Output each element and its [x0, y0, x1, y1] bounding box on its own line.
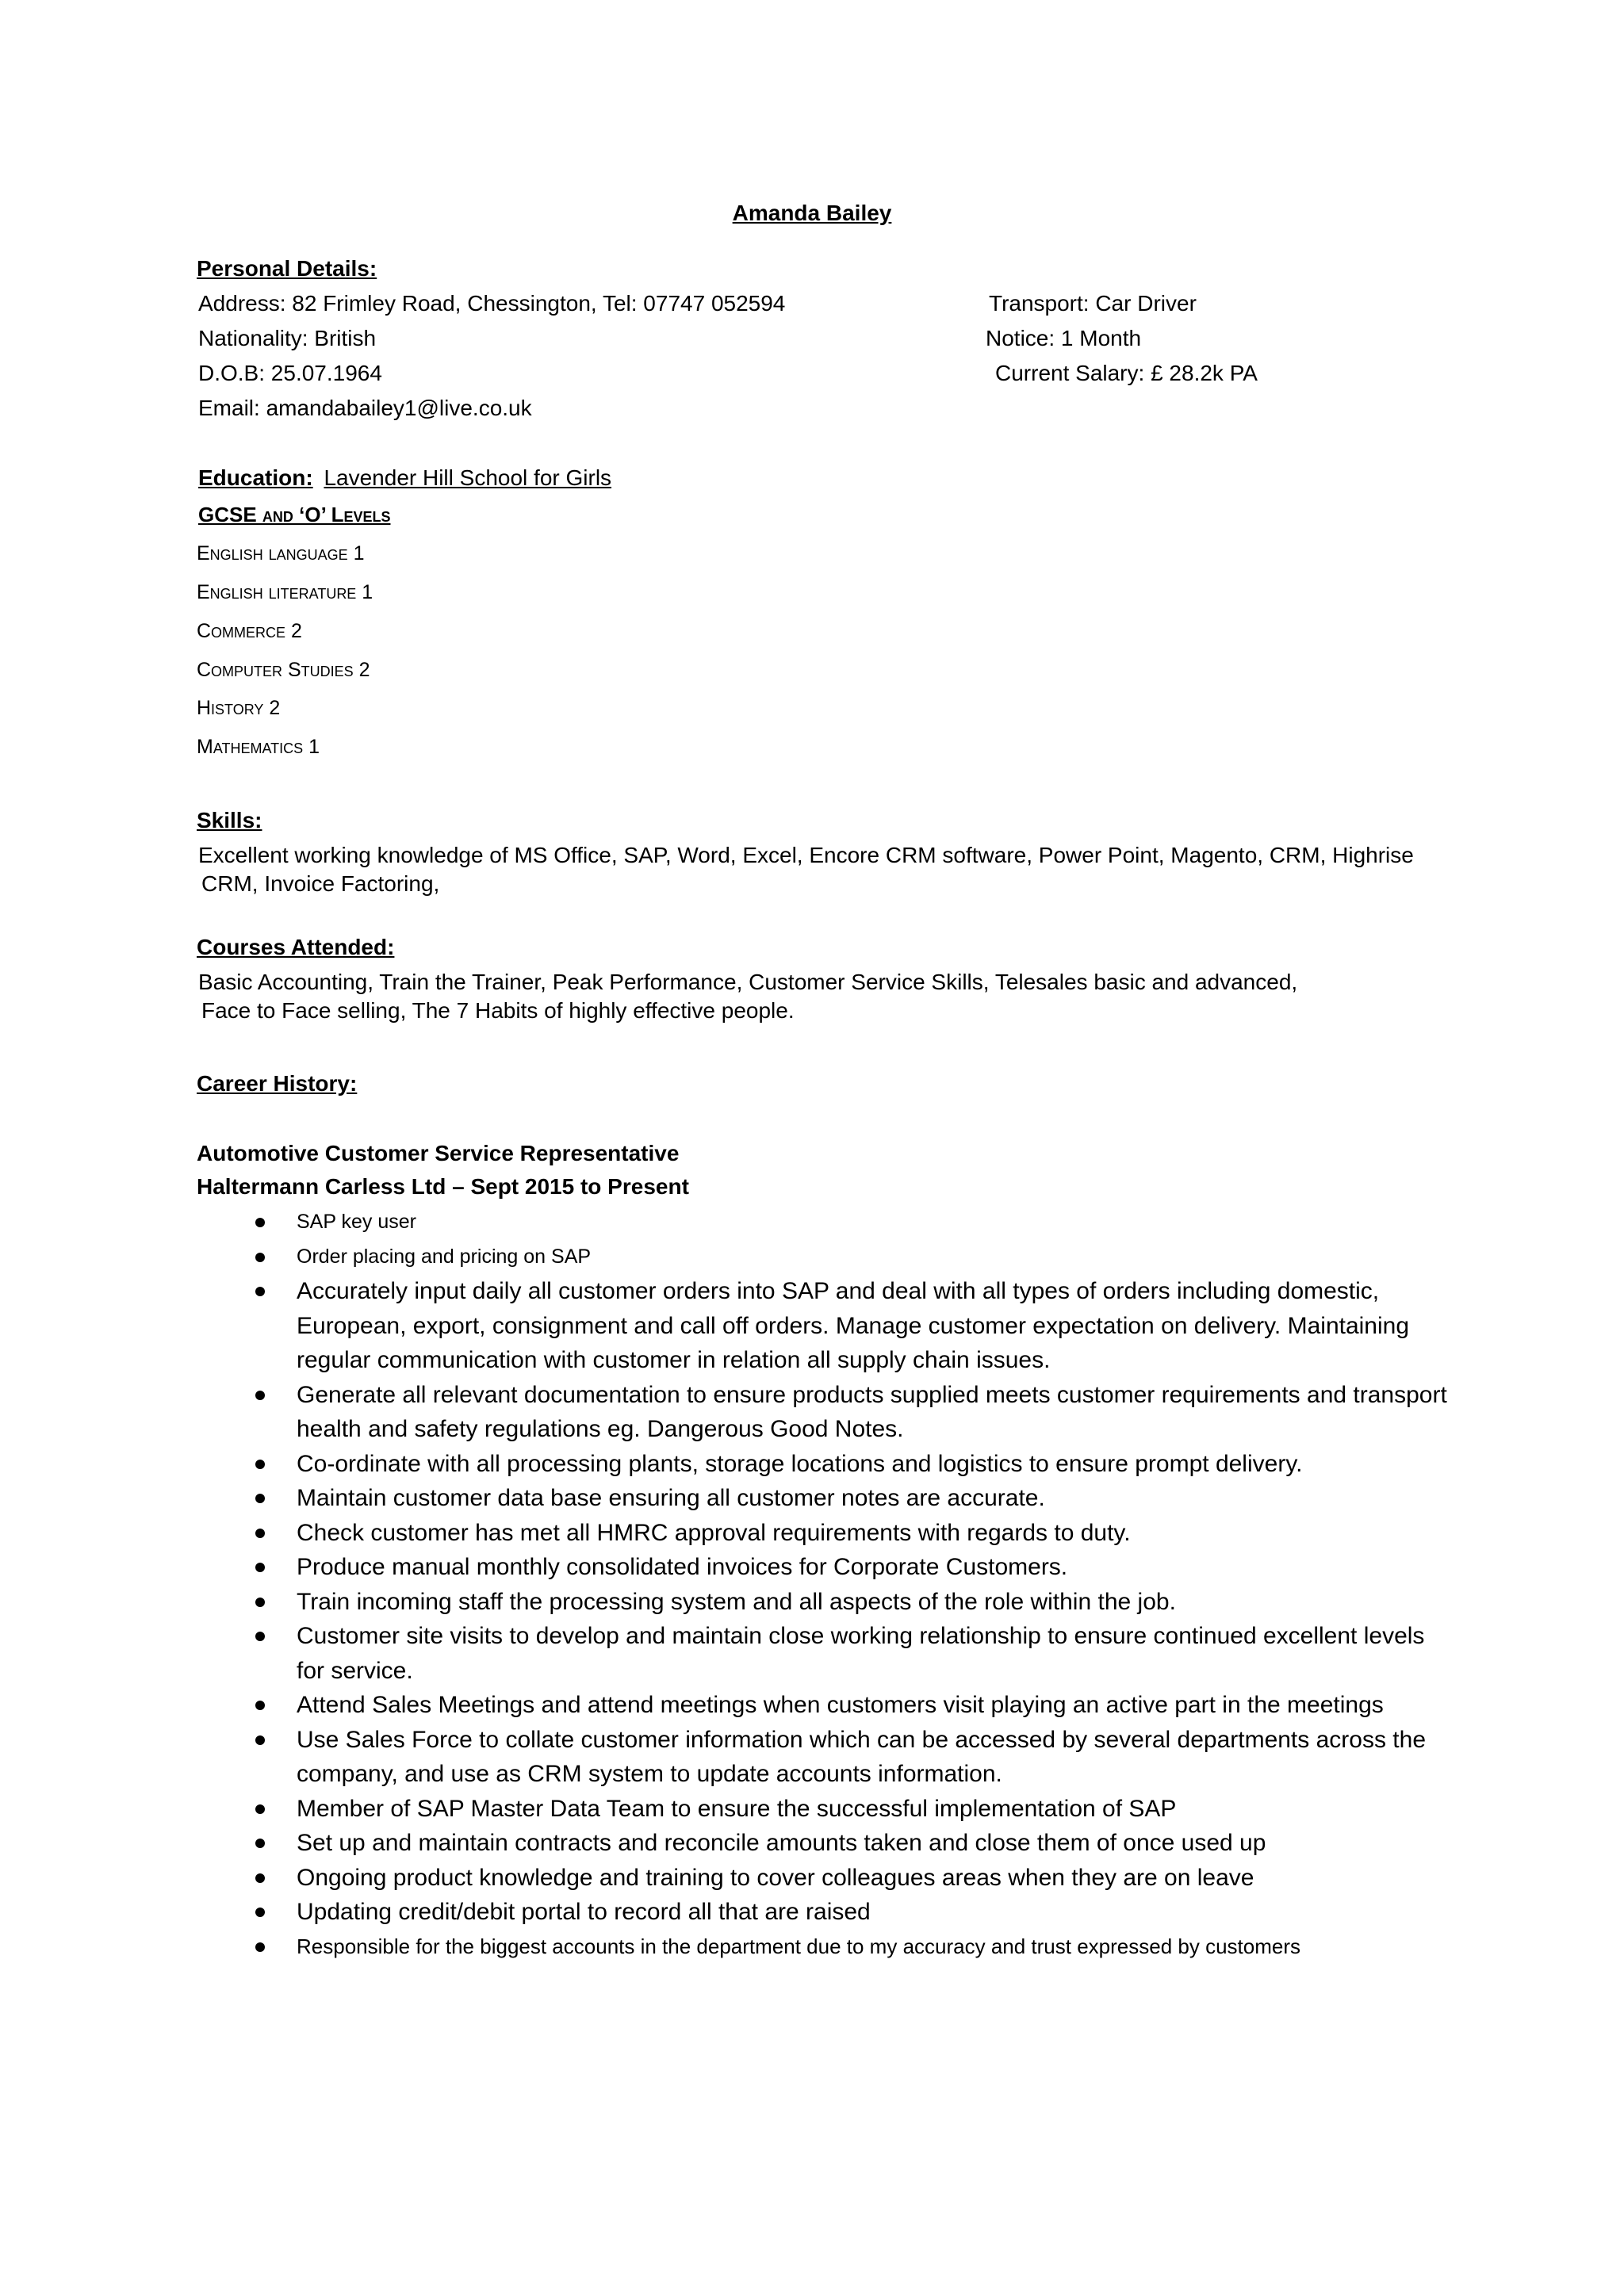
- skills-line-1: Excellent working knowledge of MS Office, SAP, Word, Excel, Encore CRM software, Power Point, Magento, CRM, Highrise: [198, 843, 1414, 867]
- list-item: Member of SAP Master Data Team to ensure the successful implementation of SAP: [197, 1792, 1457, 1827]
- salary-line: Current Salary: £ 28.2k PA: [995, 361, 1258, 385]
- list-item: Responsible for the biggest accounts in the department due to my accuracy and trust expressed by customers: [197, 1930, 1457, 1965]
- list-item: Train incoming staff the processing system and all aspects of the role within the job.: [197, 1585, 1457, 1620]
- courses-heading: Courses Attended:: [197, 935, 395, 959]
- notice-line: Notice: 1 Month: [986, 326, 1142, 350]
- courses-line-2: Face to Face selling, The 7 Habits of highly effective people.: [201, 998, 795, 1023]
- courses-line-1: Basic Accounting, Train the Trainer, Peak Performance, Customer Service Skills, Telesales basic and advanced,: [198, 970, 1298, 994]
- bullet-icon: [255, 1598, 265, 1607]
- candidate-name: Amanda Bailey: [732, 201, 892, 225]
- bullet-icon: [255, 1942, 265, 1952]
- bullet-icon: [255, 1253, 265, 1262]
- list-item: SAP key user: [197, 1205, 1457, 1240]
- list-item: Set up and maintain contracts and reconcile amounts taken and close them of once used up: [197, 1826, 1457, 1861]
- bullet-icon: [255, 1839, 265, 1848]
- list-item: Order placing and pricing on SAP: [197, 1240, 1457, 1275]
- personal-details-heading: Personal Details:: [197, 256, 377, 281]
- job-company: Haltermann Carless Ltd – Sept 2015 to Present: [197, 1174, 689, 1199]
- subject-history: History 2: [197, 697, 281, 719]
- bullet-icon: [255, 1218, 265, 1227]
- education-heading: Education:: [198, 465, 313, 490]
- email-line: Email: amandabailey1@live.co.uk: [198, 396, 532, 420]
- list-item: Customer site visits to develop and maintain close working relationship to ensure continued excellent levels for service.: [197, 1619, 1457, 1688]
- bullet-icon: [255, 1908, 265, 1917]
- skills-line-2: CRM, Invoice Factoring,: [201, 871, 440, 896]
- bullet-icon: [255, 1494, 265, 1503]
- skills-heading: Skills:: [197, 808, 262, 832]
- career-history-heading: Career History:: [197, 1071, 358, 1096]
- subject-mathematics: Mathematics 1: [197, 736, 320, 758]
- bullet-icon: [255, 1460, 265, 1469]
- list-item: Check customer has met all HMRC approval requirements with regards to duty.: [197, 1516, 1457, 1551]
- bullet-icon: [255, 1735, 265, 1745]
- transport-line: Transport: Car Driver: [989, 291, 1197, 316]
- gcse-heading: GCSE and ‘O’ Levels: [198, 503, 391, 526]
- address-line: Address: 82 Frimley Road, Chessington, Tel: 07747 052594: [198, 291, 786, 316]
- list-item: Attend Sales Meetings and attend meetings when customers visit playing an active part in the meetings: [197, 1688, 1457, 1723]
- school-name: Lavender Hill School for Girls: [324, 465, 612, 490]
- job-title: Automotive Customer Service Representative: [197, 1141, 680, 1165]
- list-item: Use Sales Force to collate customer information which can be accessed by several departments across the company, and use as CRM system to update accounts information.: [197, 1723, 1457, 1792]
- education-row: [198, 465, 611, 492]
- subject-computer-studies: Computer Studies 2: [197, 659, 370, 681]
- subject-english-literature: English literature 1: [197, 581, 373, 603]
- list-item: Ongoing product knowledge and training to cover colleagues areas when they are on leave: [197, 1861, 1457, 1896]
- list-item: Updating credit/debit portal to record all that are raised: [197, 1895, 1457, 1930]
- bullet-icon: [255, 1287, 265, 1296]
- bullet-icon: [255, 1804, 265, 1814]
- bullet-icon: [255, 1873, 265, 1883]
- duties-list: [197, 1205, 1457, 1964]
- bullet-icon: [255, 1632, 265, 1641]
- list-item: Produce manual monthly consolidated invoices for Corporate Customers.: [197, 1550, 1457, 1585]
- bullet-icon: [255, 1563, 265, 1572]
- subject-commerce: Commerce 2: [197, 620, 302, 642]
- list-item: Co-ordinate with all processing plants, storage locations and logistics to ensure prompt delivery.: [197, 1447, 1457, 1482]
- list-item: Maintain customer data base ensuring all customer notes are accurate.: [197, 1481, 1457, 1516]
- bullet-icon: [255, 1529, 265, 1538]
- subject-english-language: English language 1: [197, 542, 365, 564]
- dob-line: D.O.B: 25.07.1964: [198, 361, 382, 385]
- nationality-line: Nationality: British: [198, 326, 377, 350]
- list-item: Accurately input daily all customer orders into SAP and deal with all types of orders including domestic, European, export, consignment and call off orders. Manage customer expectation on delivery. Maintaining regular communication with customer in relation all supply chain issues.: [197, 1274, 1457, 1378]
- bullet-icon: [255, 1701, 265, 1710]
- bullet-icon: [255, 1391, 265, 1400]
- list-item: Generate all relevant documentation to ensure products supplied meets customer requirements and transport health and safety regulations eg. Dangerous Good Notes.: [197, 1378, 1457, 1447]
